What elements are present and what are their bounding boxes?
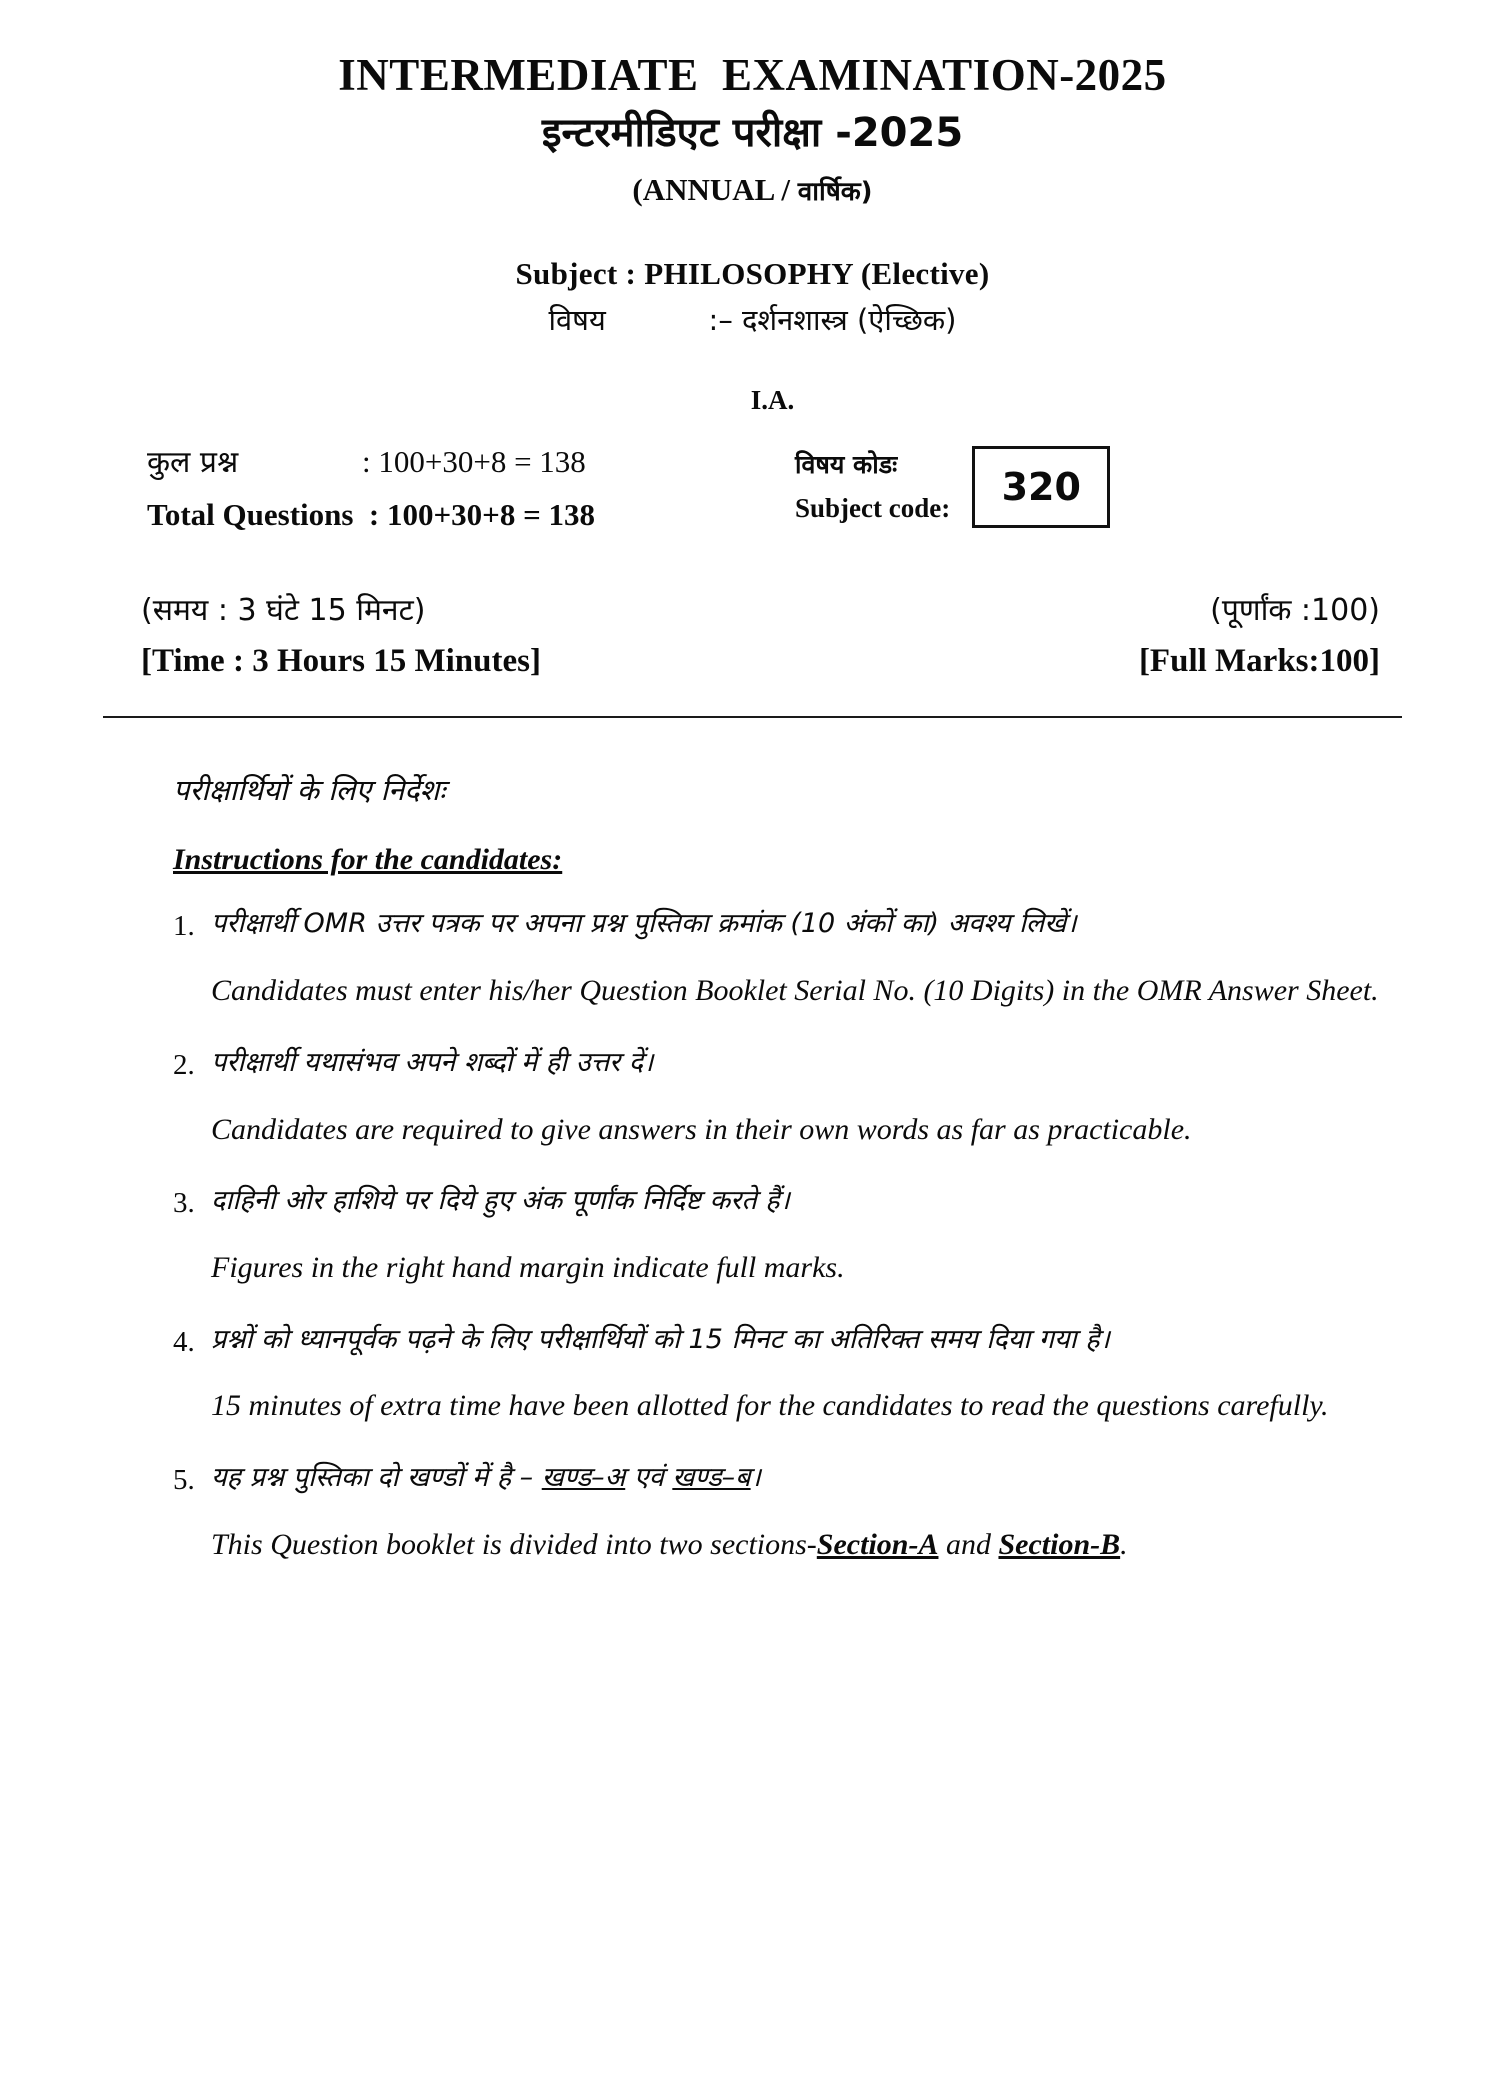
- instruction-body: [211, 1180, 1388, 1292]
- instruction-text-hindi: परीक्षार्थी OMR उत्तर पत्रक पर अपना प्रश्न पुस्तिका क्रमांक (10 अंकों का) अवश्य लिखें।: [211, 908, 1077, 940]
- section-b-hindi: खण्ड–ब: [672, 1462, 751, 1493]
- instruction-item: [173, 1457, 1388, 1569]
- section-a-hindi: खण्ड–अ: [541, 1462, 626, 1493]
- exam-title-hindi: इन्टरमीडिएट परीक्षा -2025: [541, 110, 964, 157]
- stream-label: I.A.: [750, 385, 795, 416]
- total-questions-english: Total Questions : 100+30+8 = 138: [147, 497, 596, 533]
- full-marks-hindi: (पूर्णांक :100): [1210, 593, 1380, 629]
- instruction-hindi-mid: एवं: [625, 1462, 673, 1493]
- instruction-body: [211, 903, 1388, 1015]
- instruction-number: 4.: [173, 1325, 195, 1358]
- instruction-hindi-prefix: यह प्रश्न पुस्तिका दो खण्डों में है –: [211, 1462, 542, 1493]
- instruction-item: [173, 1042, 1388, 1154]
- instructions-heading-hindi: परीक्षार्थियों के लिए निर्देशः: [173, 773, 446, 808]
- instruction-text-hindi: परीक्षार्थी यथासंभव अपने शब्दों में ही उत्तर दें।: [211, 1046, 654, 1078]
- instruction-english-suffix: .: [1120, 1527, 1128, 1561]
- instruction-text-english: [211, 1521, 1388, 1570]
- instruction-text-hindi: प्रश्नों को ध्यानपूर्वक पढ़ने के लिए परीक्षार्थियों को 15 मिनट का अतिरिक्त समय दिया गया है।: [211, 1323, 1110, 1355]
- annual-hindi: वार्षिक): [797, 177, 873, 208]
- instruction-text-english: 15 minutes of extra time have been allotted for the candidates to read the questions carefully.: [211, 1389, 1329, 1423]
- instruction-item: [173, 903, 1388, 1015]
- instruction-english-mid: and: [938, 1527, 999, 1561]
- instruction-body: [211, 1457, 1388, 1569]
- subject-line-english: Subject : PHILOSOPHY (Elective): [515, 256, 990, 292]
- time-group: [141, 588, 541, 680]
- subject-line-hindi: [95, 300, 1410, 339]
- full-marks-group: [1139, 588, 1380, 680]
- total-questions-group: [147, 440, 595, 533]
- page-header: [95, 52, 1410, 416]
- subject-code-labels: [795, 447, 950, 528]
- time-and-marks-block: [95, 588, 1410, 708]
- instructions-section: [95, 770, 1410, 1569]
- annual-english: (ANNUAL: [632, 172, 774, 208]
- instruction-item: [173, 1319, 1388, 1431]
- exam-title-english: INTERMEDIATE EXAMINATION-2025: [338, 50, 1167, 100]
- total-questions-hindi-label: कुल प्रश्न: [147, 445, 239, 481]
- instruction-hindi-suffix: ।: [750, 1462, 761, 1493]
- instruction-text-hindi: दाहिनी ओर हाशिये पर दिये हुए अंक पूर्णांक निर्दिष्ट करते हैं।: [211, 1185, 790, 1217]
- instruction-text-english: Candidates must enter his/her Question Booklet Serial No. (10 Digits) in the OMR Answer Sheet.: [211, 974, 1379, 1008]
- subject-hindi-label: विषय: [548, 303, 606, 338]
- instruction-number: 5.: [173, 1464, 195, 1496]
- total-questions-hindi-value: : 100+30+8 = 138: [362, 444, 586, 480]
- instruction-body: [211, 1042, 1388, 1154]
- instruction-number: 3.: [173, 1187, 195, 1220]
- instruction-number: 1.: [173, 910, 195, 943]
- exam-meta-block: [95, 440, 1410, 560]
- header-divider: [103, 716, 1402, 718]
- instruction-text-english: Candidates are required to give answers in their own words as far as practicable.: [211, 1112, 1192, 1146]
- total-questions-hindi: [147, 440, 595, 481]
- instruction-english-prefix: This Question booklet is divided into two sections-: [211, 1527, 817, 1561]
- full-marks-english: [Full Marks:100]: [1138, 643, 1380, 680]
- subject-code-group: [795, 446, 1110, 528]
- time-english: [Time : 3 Hours 15 Minutes]: [141, 643, 541, 680]
- instruction-body: [211, 1319, 1388, 1431]
- exam-session-label: [95, 172, 1410, 208]
- instruction-item: [173, 1180, 1388, 1292]
- subject-code-box: 320: [972, 446, 1110, 528]
- exam-paper-page: [0, 52, 1505, 2086]
- instruction-text-english: Figures in the right hand margin indicate full marks.: [211, 1250, 845, 1284]
- section-a-english: Section-A: [816, 1527, 939, 1561]
- subject-code-hindi-label: विषय कोडः: [795, 449, 898, 479]
- section-b-english: Section-B: [998, 1527, 1121, 1561]
- time-hindi: (समय : 3 घंटे 15 मिनट): [141, 593, 426, 629]
- instruction-number: 2.: [173, 1048, 195, 1081]
- subject-hindi-value: :– दर्शनशास्त्र (ऐच्छिक): [708, 303, 957, 338]
- instruction-text-hindi: [211, 1457, 1388, 1499]
- annual-separator: /: [773, 172, 798, 208]
- instructions-heading-english: Instructions for the candidates:: [173, 843, 563, 877]
- subject-code-english-label: Subject code:: [795, 492, 951, 523]
